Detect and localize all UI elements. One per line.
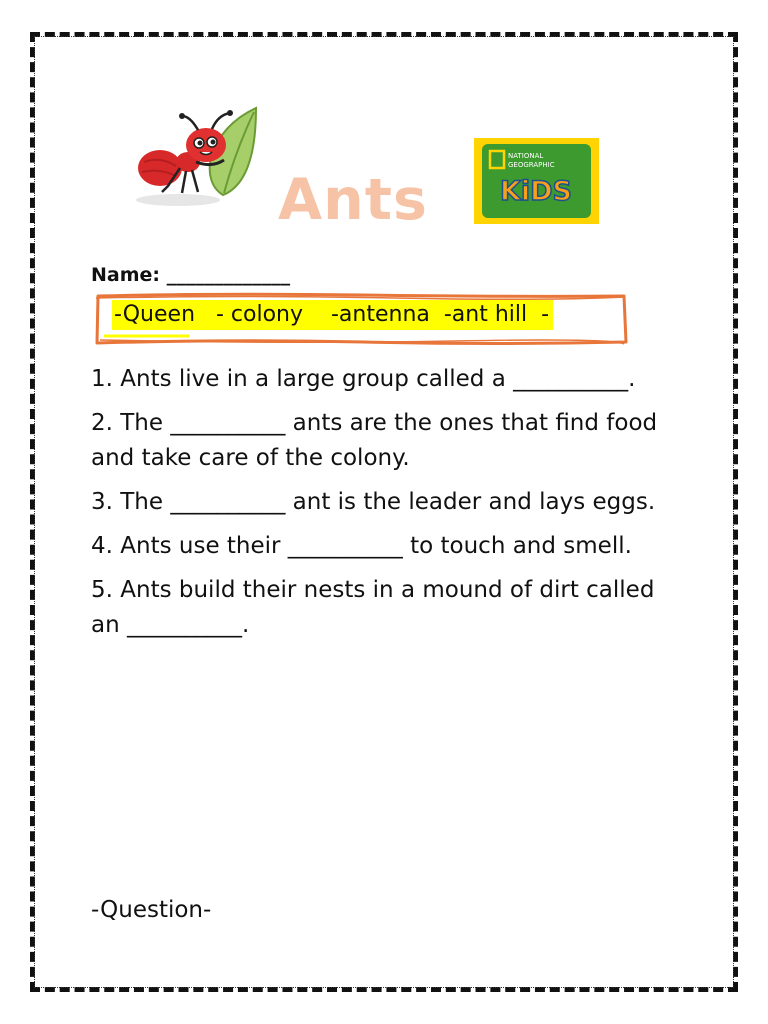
name-field-label: Name: _____________	[91, 264, 291, 286]
word-bank-text: -Queen - colony -antenna -ant hill -	[112, 300, 553, 330]
question-list	[91, 362, 661, 652]
question-5: 5. Ants build their nests in a mound of dirt called an __________.	[91, 577, 655, 638]
question-3: 3. The __________ ant is the leader and lays eggs.	[91, 489, 656, 515]
footer-label: -Question-	[91, 897, 212, 923]
page-title: Ants	[278, 167, 428, 233]
ant-illustration-icon	[128, 100, 258, 235]
national-geographic-kids-logo-icon	[474, 138, 599, 224]
question-4: 4. Ants use their __________ to touch and smell.	[91, 533, 632, 559]
word-bank	[94, 292, 628, 346]
logo-kids-text: KiDS	[499, 176, 573, 207]
logo-line2: GEOGRAPHIC	[508, 161, 555, 169]
question-1: 1. Ants live in a large group called a __________.	[91, 366, 636, 392]
question-2: 2. The __________ ants are the ones that find food and take care of the colony.	[91, 410, 658, 471]
logo-line1: NATIONAL	[508, 152, 544, 160]
